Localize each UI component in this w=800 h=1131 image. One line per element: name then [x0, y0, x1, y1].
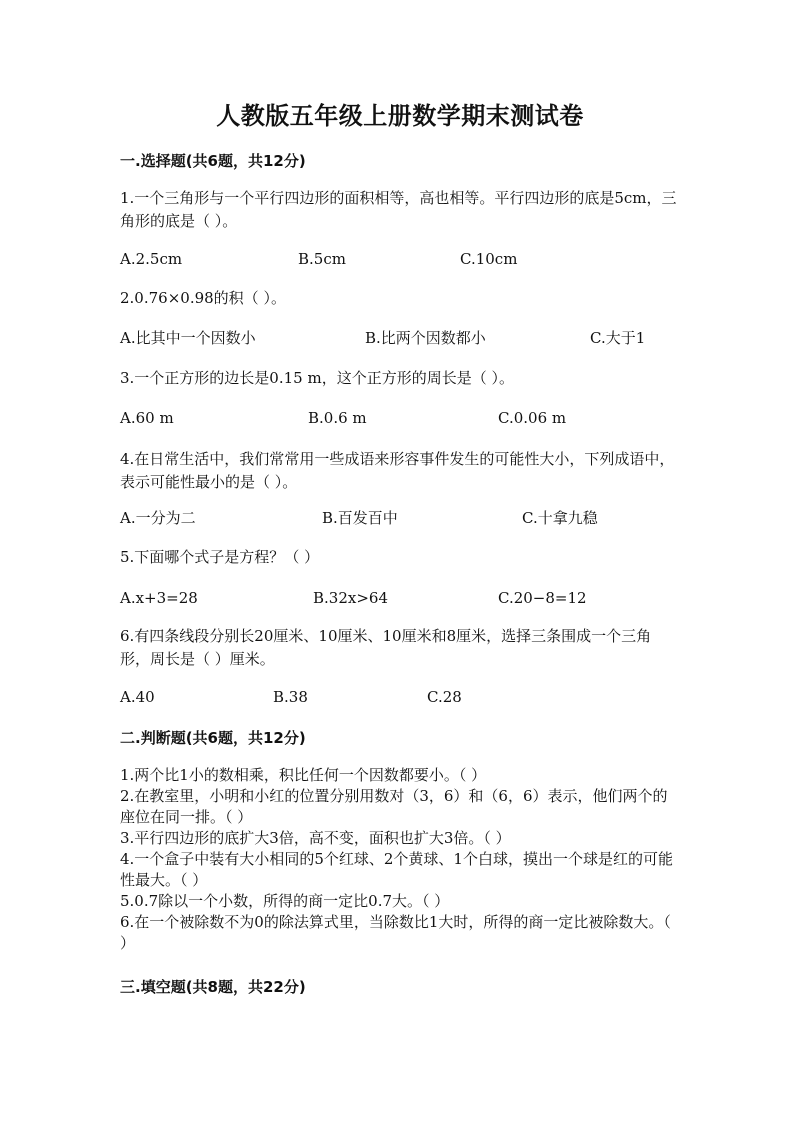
choice-question-4: 4.在日常生活中，我们常常用一些成语来形容事件发生的可能性大小，下列成语中，表示可能性最小的是（ ）。 [120, 450, 675, 491]
choice-6-option-b: B.38 [273, 688, 308, 706]
choice-2-option-b: B.比两个因数都小 [365, 329, 486, 347]
page-title: 人教版五年级上册数学期末测试卷 [216, 102, 584, 130]
choice-3-option-a: A.60 m [120, 409, 174, 427]
choice-5-option-a: A.x+3=28 [120, 589, 198, 607]
section-heading-fill: 三.填空题(共8题，共22分) [120, 978, 306, 996]
choice-question-1: 1.一个三角形与一个平行四边形的面积相等，高也相等。平行四边形的底是5cm，三角形的底是（ ）。 [120, 189, 677, 230]
section-heading-choice: 一.选择题(共6题，共12分) [120, 152, 306, 170]
choice-question-3: 3.一个正方形的边长是0.15 m，这个正方形的周长是（ ）。 [120, 369, 514, 387]
judge-item-5: 5.0.7除以一个小数，所得的商一定比0.7大。（ ） [120, 892, 450, 910]
choice-6-option-a: A.40 [120, 688, 155, 706]
judge-item-1: 1.两个比1小的数相乘，积比任何一个因数都要小。（ ） [120, 766, 487, 784]
choice-2-option-c: C.大于1 [590, 329, 646, 347]
choice-5-option-b: B.32x>64 [313, 589, 388, 607]
choice-4-option-a: A.一分为二 [120, 509, 196, 527]
choice-1-option-c: C.10cm [460, 250, 518, 268]
choice-question-5: 5.下面哪个式子是方程？（ ） [120, 548, 320, 566]
choice-2-option-a: A.比其中一个因数小 [120, 329, 256, 347]
judge-item-3: 3.平行四边形的底扩大3倍，高不变，面积也扩大3倍。（ ） [120, 829, 511, 847]
choice-4-option-b: B.百发百中 [322, 509, 398, 527]
choice-1-option-b: B.5cm [298, 250, 346, 268]
judge-item-2: 2.在教室里，小明和小红的位置分别用数对（3，6）和（6，6）表示，他们两个的座位在同一排。（ ） [120, 787, 668, 826]
section-heading-judge: 二.判断题(共6题，共12分) [120, 729, 306, 747]
judge-item-6: 6.在一个被除数不为0的除法算式里，当除数比1大时，所得的商一定比被除数大。（ ） [120, 913, 671, 952]
choice-1-option-a: A.2.5cm [120, 250, 183, 268]
choice-question-2: 2.0.76×0.98的积（ ）。 [120, 289, 286, 307]
choice-3-option-b: B.0.6 m [308, 409, 367, 427]
choice-5-option-c: C.20−8=12 [498, 589, 587, 607]
choice-6-option-c: C.28 [427, 688, 462, 706]
choice-4-option-c: C.十拿九稳 [522, 509, 598, 527]
choice-question-6: 6.有四条线段分别长20厘米、10厘米、10厘米和8厘米，选择三条围成一个三角形，周长是（ ）厘米。 [120, 627, 652, 668]
choice-3-option-c: C.0.06 m [498, 409, 567, 427]
judge-item-4: 4.一个盒子中装有大小相同的5个红球、2个黄球、1个白球，摸出一个球是红的可能性最大。（ ） [120, 850, 673, 889]
